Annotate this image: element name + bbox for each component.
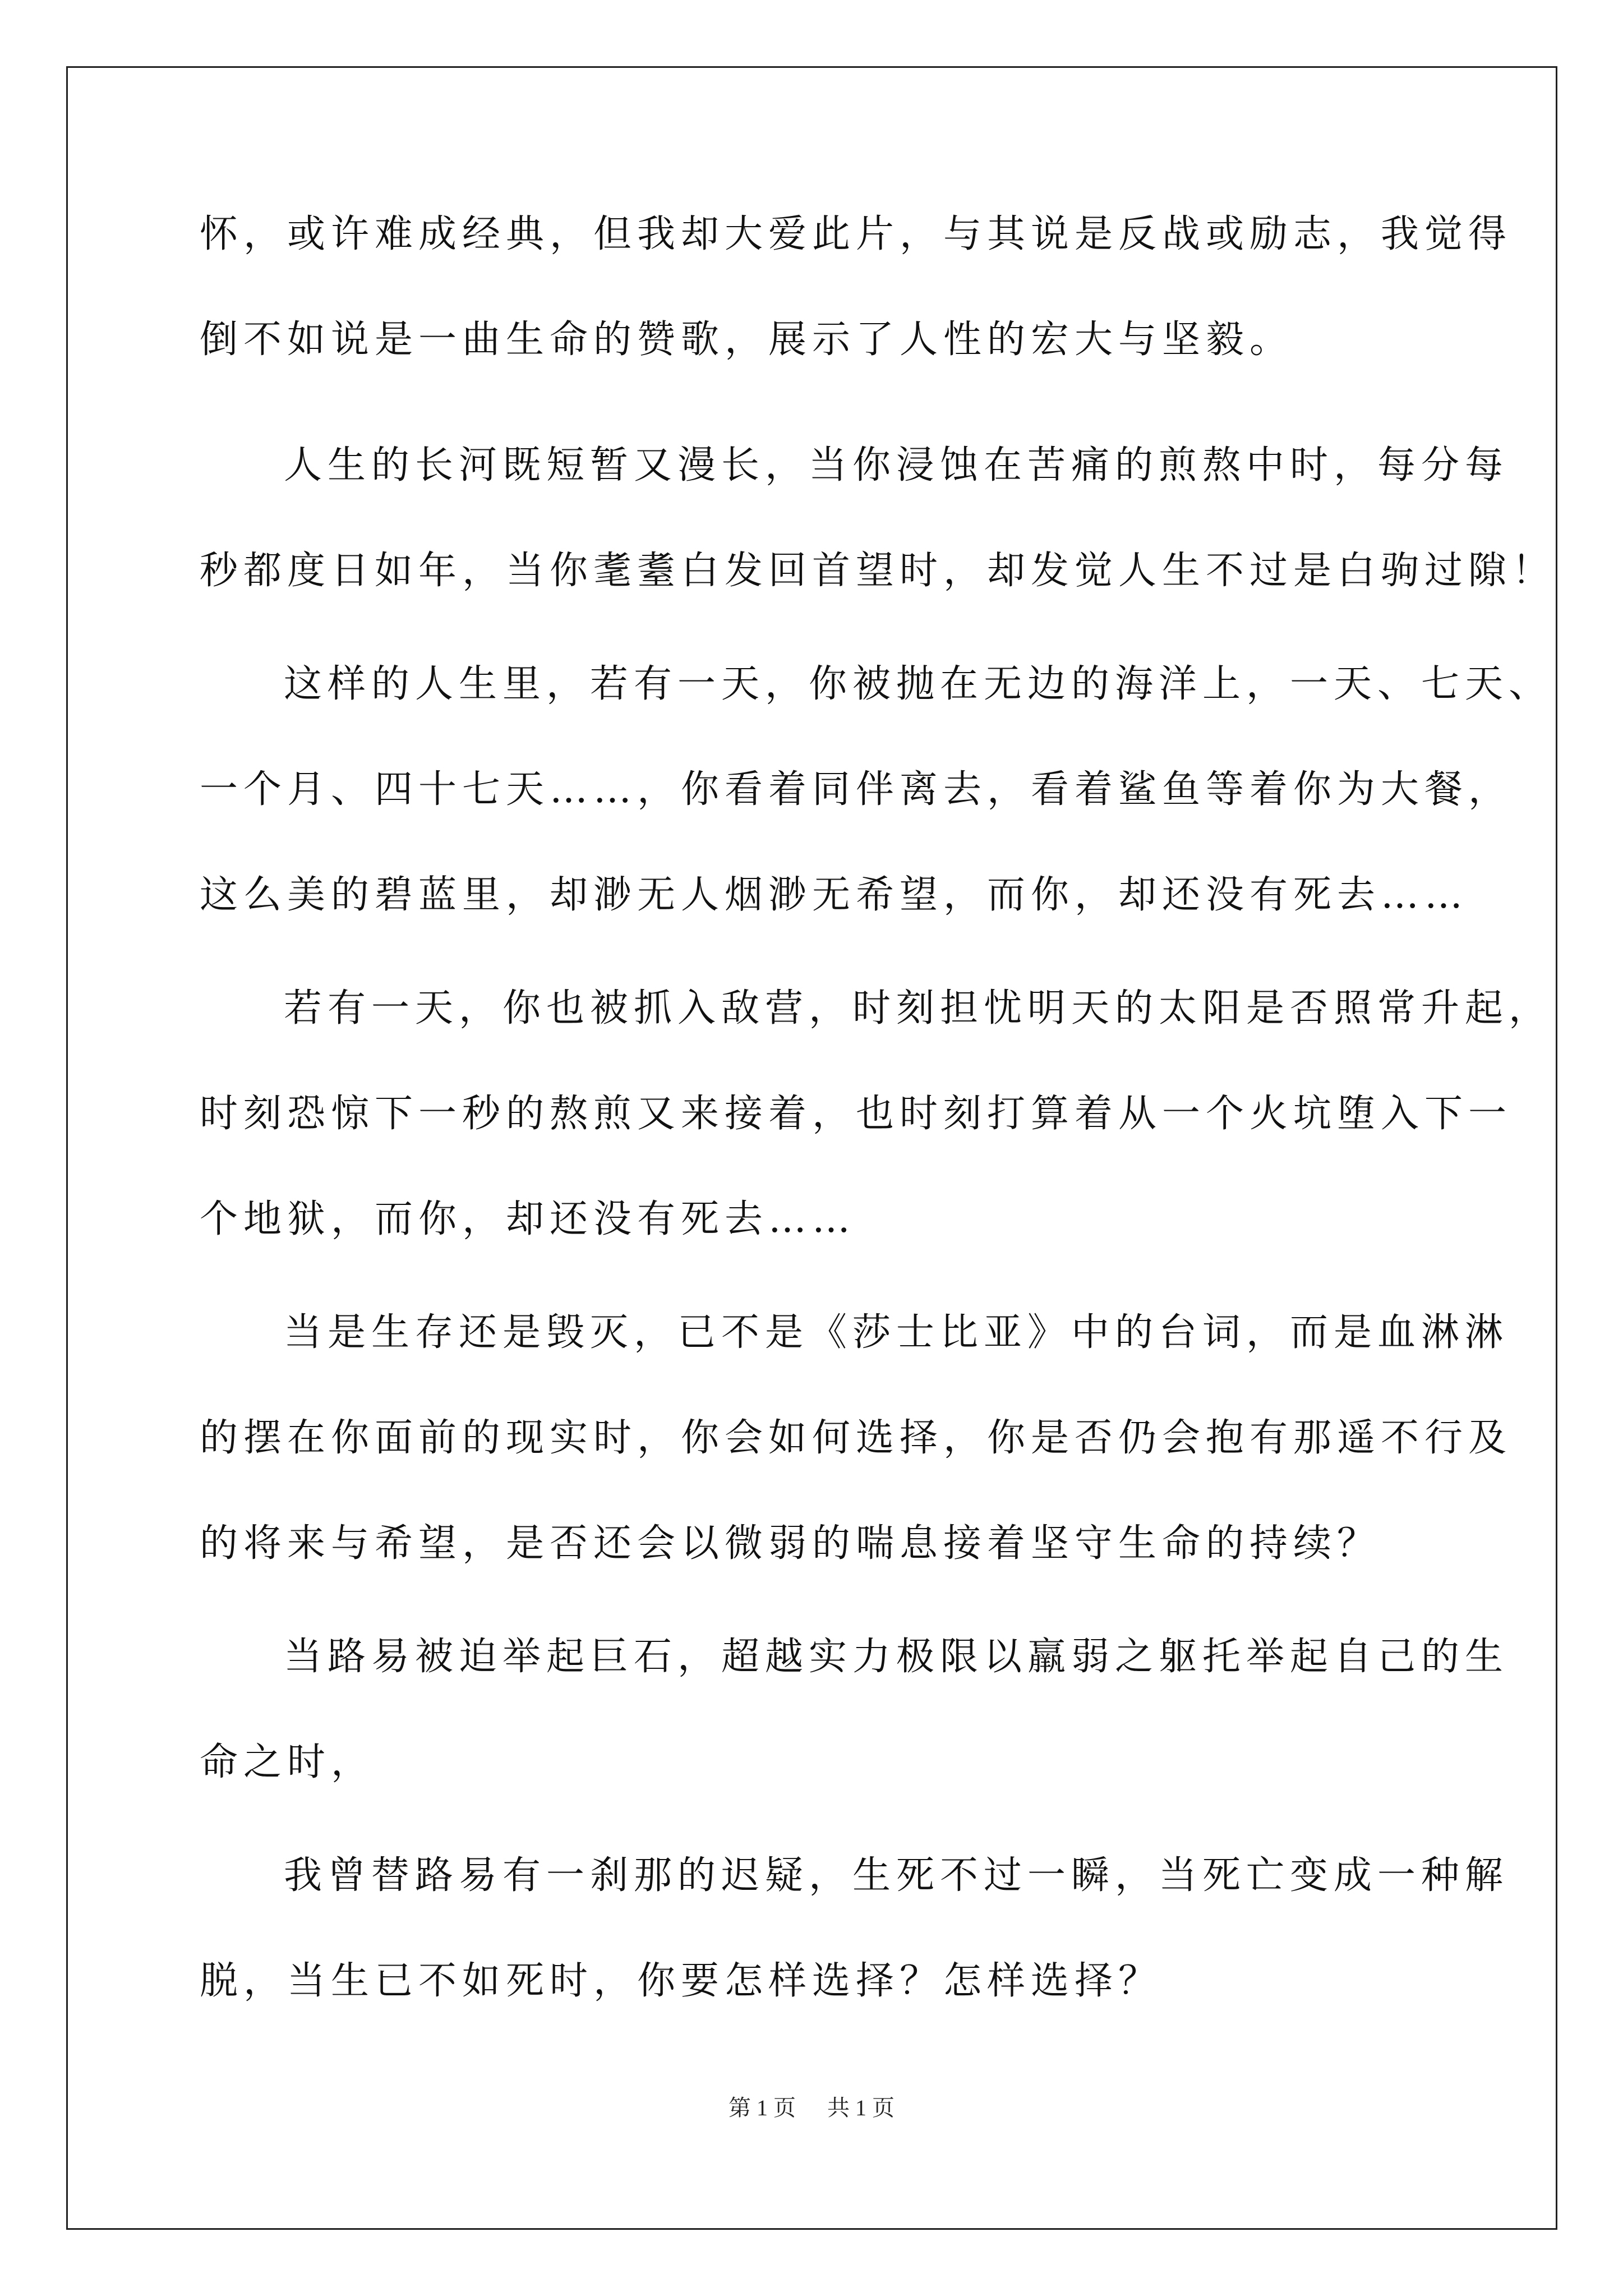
paragraph-start-line: 这样的人生里，若有一天，你被抛在无边的海洋上，一天、七天、: [284, 662, 1553, 706]
text-line: 的将来与希望，是否还会以微弱的喘息接着坚守生命的持续？: [200, 1521, 1381, 1566]
paragraph-start-line: 当是生存还是毁灭，已不是《莎士比亚》中的台词，而是血淋淋: [284, 1310, 1509, 1355]
total-pages: 共 1 页: [827, 2095, 895, 2120]
text-line: 脱，当生已不如死时，你要怎样选择？怎样选择？: [200, 1959, 1163, 2003]
text-line: 命之时，: [200, 1740, 375, 1784]
text-line: 的摆在你面前的现实时，你会如何选择，你是否仍会抱有那遥不行及: [200, 1416, 1513, 1460]
page-footer: [0, 2097, 1623, 2119]
paragraph-start-line: 当路易被迫举起巨石，超越实力极限以羸弱之躯托举起自己的生: [284, 1635, 1509, 1679]
paragraph-start-line: 若有一天，你也被抓入敌营，时刻担忧明天的太阳是否照常升起，: [284, 986, 1553, 1030]
text-line: 个地狱，而你，却还没有死去……: [200, 1197, 856, 1241]
text-line: 时刻恐惊下一秒的熬煎又来接着，也时刻打算着从一个火坑堕入下一: [200, 1092, 1513, 1136]
text-line: 怀，或许难成经典，但我却大爱此片，与其说是反战或励志，我觉得: [200, 212, 1513, 256]
page-number: 第 1 页: [728, 2095, 796, 2120]
text-line: 倒不如说是一曲生命的赞歌，展示了人性的宏大与坚毅。: [200, 318, 1294, 362]
page-border: [66, 66, 1557, 2230]
text-line: 这么美的碧蓝里，却渺无人烟渺无希望，而你，却还没有死去……: [200, 873, 1469, 917]
text-line: 秒都度日如年，当你耄耋白发回首望时，却发觉人生不过是白驹过隙！: [200, 549, 1556, 593]
paragraph-start-line: 我曾替路易有一刹那的迟疑，生死不过一瞬，当死亡变成一种解: [284, 1853, 1509, 1898]
paragraph-start-line: 人生的长河既短暂又漫长，当你浸蚀在苦痛的煎熬中时，每分每: [284, 443, 1509, 487]
text-line: 一个月、四十七天……，你看着同伴离去，看着鲨鱼等着你为大餐，: [200, 767, 1513, 812]
